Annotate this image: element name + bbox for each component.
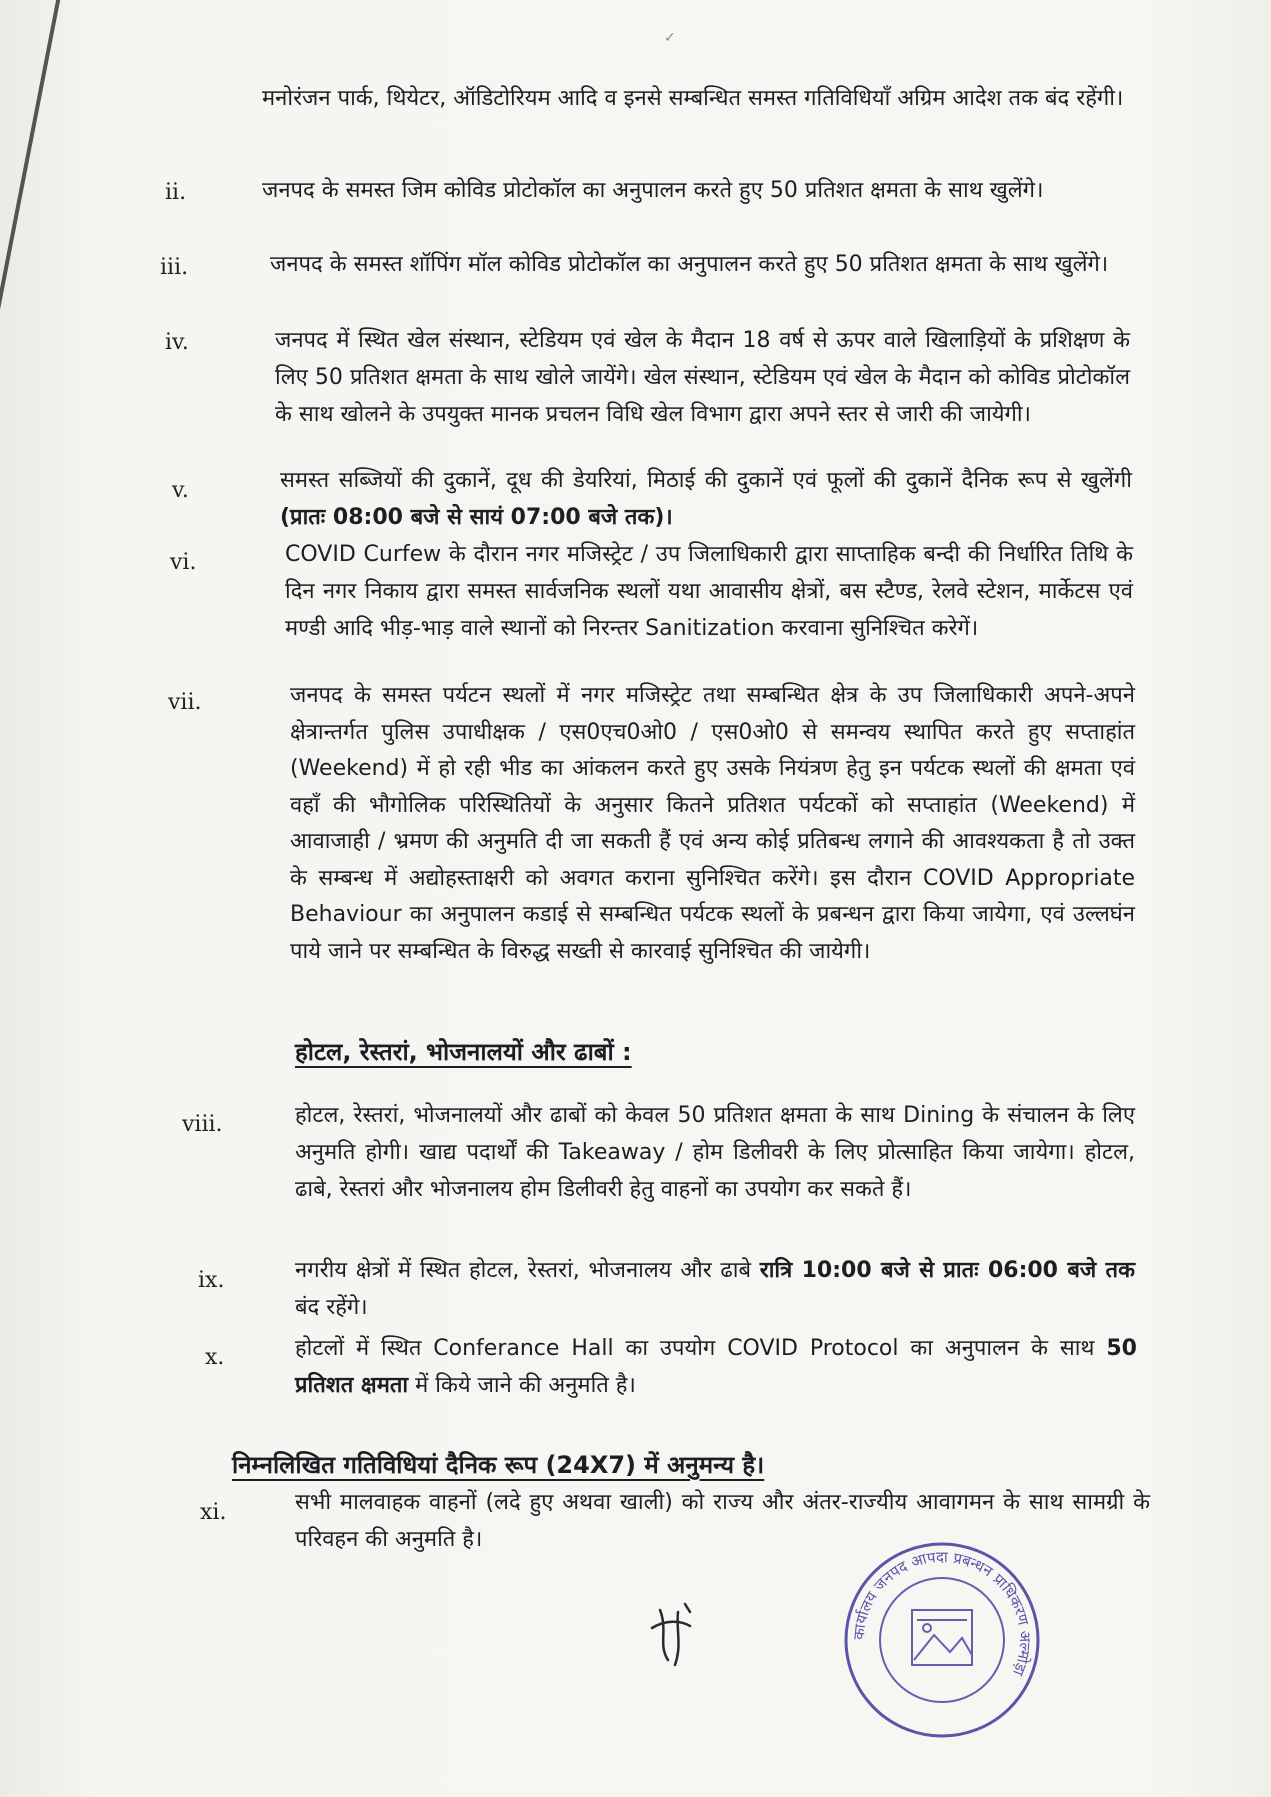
- item-text: मनोरंजन पार्क, थियेटर, ऑडिटोरियम आदि व इनसे सम्बन्धित समस्त गतिविधियाँ अग्रिम आदेश तक बंद रहेंगी।: [262, 86, 1124, 111]
- item-text-bold: 50 प्रतिशत क्षमता: [295, 1336, 1137, 1398]
- item-text-bold: (प्रातः 08:00 बजे से सायं 07:00 बजे तक)।: [280, 505, 673, 530]
- item-text-tail: में किये जाने की अनुमति है।: [415, 1373, 636, 1398]
- item-numeral: ii.: [165, 180, 187, 205]
- item-text: [295, 1252, 1135, 1326]
- item-text-bold: रात्रि 10:00 बजे से प्रातः 06:00 बजे तक: [759, 1258, 1135, 1283]
- item-text: जनपद में स्थित खेल संस्थान, स्टेडियम एवं खेल के मैदान 18 वर्ष से ऊपर वाले खिलाड़ियों के प्रशिक्षण के लिए 50 प्रतिशत क्षमता के साथ खोले जायेंगे। खेल संस्थान, स्टेडियम एवं खेल के मैदान को कोविड प्रोटोकॉल के साथ खोलने के उपयुक्त मानक प्रचलन विधि खेल विभाग द्वारा अपने स्तर से जारी की जायेगी।: [275, 328, 1130, 427]
- item-text-normal: समस्त सब्जियों की दुकानें, दूध की डेयरियां, मिठाई की दुकानें एवं फूलों की दुकानें दैनिक रूप से खुलेंगी: [280, 468, 1132, 493]
- item-numeral: vii.: [168, 690, 202, 715]
- item-text-normal: होटलों में स्थित Conferance Hall का उपयोग COVID Protocol का अनुपालन के साथ: [295, 1336, 1095, 1361]
- item-numeral: iv.: [165, 330, 189, 355]
- item-text: [280, 462, 1132, 536]
- stamp-text: कार्यालय जनपद आपदा प्रबन्धन प्राधिकरण अल्मोड़ा: [849, 1547, 1035, 1679]
- item-text: जनपद के समस्त जिम कोविड प्रोटोकॉल का अनुपालन करते हुए 50 प्रतिशत क्षमता के साथ खुलेंगे।: [262, 178, 1044, 203]
- item-text: होटल, रेस्तरां, भोजनालयों और ढाबों को केवल 50 प्रतिशत क्षमता के साथ Dining के संचालन के लिए अनुमति होगी। खाद्य पदार्थों की Takeaway / होम डिलीवरी के लिए प्रोत्साहित किया जायेगा। होटल, ढाबे, रेस्तरां और भोजनालय होम डिलीवरी हेतु वाहनों का उपयोग कर सकते हैं।: [295, 1103, 1135, 1202]
- item-text: सभी मालवाहक वाहनों (लदे हुए अथवा खाली) को राज्य और अंतर-राज्यीय आवागमन के साथ सामग्री के परिवहन की अनुमति है।: [295, 1490, 1150, 1552]
- item-numeral: vi.: [170, 550, 197, 575]
- item-text-tail: बंद रहेंगे।: [295, 1295, 368, 1320]
- item-numeral: iii.: [160, 255, 189, 280]
- item-text-normal: नगरीय क्षेत्रों में स्थित होटल, रेस्तरां, भोजनालय और ढाबे: [295, 1258, 752, 1283]
- item-numeral: xi.: [200, 1500, 227, 1525]
- item-text: जनपद के समस्त शॉपिंग मॉल कोविड प्रोटोकॉल का अनुपालन करते हुए 50 प्रतिशत क्षमता के साथ खुलेंगे।: [270, 252, 1109, 277]
- item-numeral: viii.: [182, 1112, 223, 1137]
- item-text: जनपद के समस्त पर्यटन स्थलों में नगर मजिस्ट्रेट तथा सम्बन्धित क्षेत्र के उप जिलाधिकारी अपने-अपने क्षेत्रान्तर्गत पुलिस उपाधीक्षक / एस0एच0ओ0 / एस0ओ0 से समन्वय स्थापित करते हुए सप्ताहांत (Weekend) में हो रही भीड का आंकलन करते हुए उसके नियंत्रण हेतु इन पर्यटक स्थलों की क्षमता एवं वहाँ की भौगोलिक परिस्थितियों के अनुसार कितने प्रतिशत पर्यटकों को सप्ताहांत (Weekend) में आवाजाही / भ्रमण की अनुमति दी जा सकती हैं एवं अन्य कोई प्रतिबन्ध लगाने की आवश्यकता है तो उक्त के सम्बन्ध में अद्योहस्ताक्षरी को अवगत कराना सुनिश्चित करेंगे। इस दौरान COVID Appropriate Behaviour का अनुपालन कडाई से सम्बन्धित पर्यटक स्थलों के प्रबन्धन द्वारा किया जायेगा, एवं उल्लघंन पाये जाने पर सम्बन्धित के विरुद्ध सख्ती से कारवाई सुनिश्चित की जायेगी।: [290, 683, 1135, 964]
- tick-mark: ✓: [664, 30, 676, 46]
- item-text: COVID Curfew के दौरान नगर मजिस्ट्रेट / उप जिलाधिकारी द्वारा साप्ताहिक बन्दी की निर्धारित तिथि के दिन नगर निकाय द्वारा समस्त सार्वजनिक स्थलों यथा आवासीय क्षेत्रों, बस स्टैण्ड, रेलवे स्टेशन, मार्केटस एवं मण्डी आदि भीड़-भाड़ वाले स्थानों को निरन्तर Sanitization करवाना सुनिश्चित करेगें।: [285, 542, 1133, 641]
- item-numeral: ix.: [198, 1268, 225, 1293]
- item-text: [295, 1330, 1137, 1404]
- item-numeral: x.: [205, 1345, 225, 1370]
- handwritten-signature: [640, 1590, 710, 1670]
- section-heading-daily: निम्नलिखित गतिविधियां दैनिक रूप (24X7) में अनुमन्य है।: [232, 1451, 765, 1479]
- official-seal-stamp: [842, 1540, 1042, 1740]
- item-numeral: v.: [172, 478, 189, 503]
- section-heading-hotels: होटल, रेस्तरां, भोजनालयों और ढाबों :: [295, 1038, 632, 1066]
- margin-pen-stroke: [0, 0, 64, 727]
